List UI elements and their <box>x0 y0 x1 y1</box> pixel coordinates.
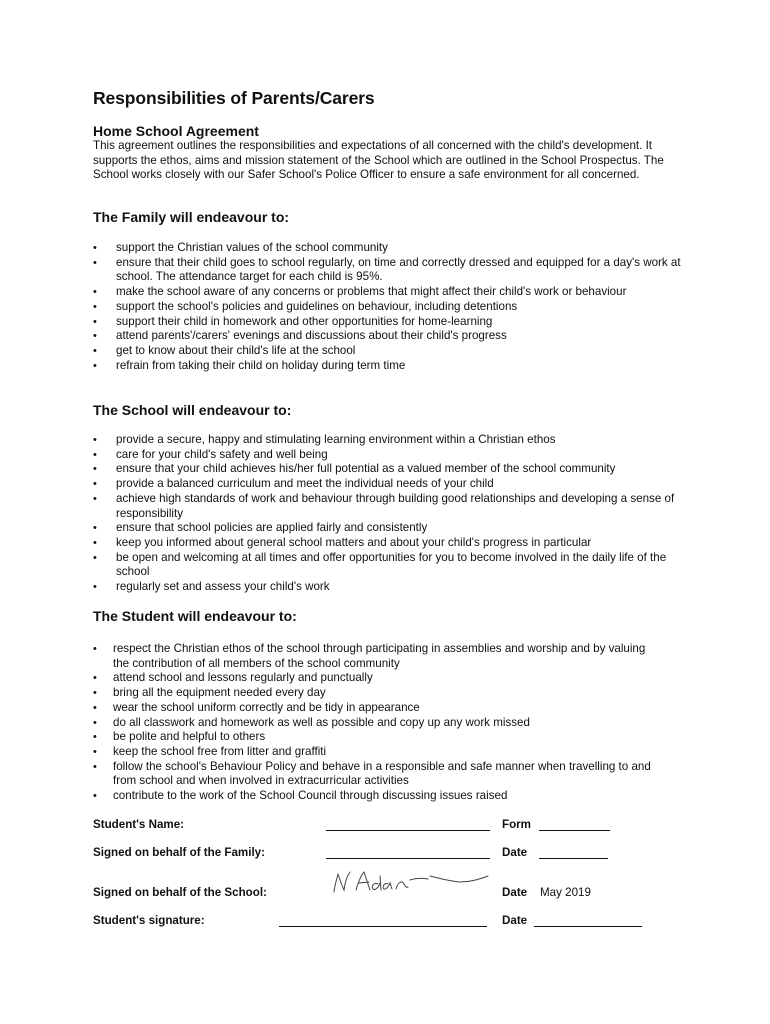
agreement-heading: Home School Agreement <box>93 123 259 139</box>
list-item: • achieve high standards of work and behaviour through building good relationships and developing a sense of responsibility <box>93 492 683 521</box>
list-item: • make the school aware of any concerns or problems that might affect their child's work or behaviour <box>93 285 683 300</box>
list-item: • bring all the equipment needed every day <box>93 686 653 701</box>
form-label: Form <box>502 818 531 831</box>
list-item: • refrain from taking their child on holiday during term time <box>93 359 683 374</box>
family-list <box>93 241 683 373</box>
student-list <box>93 642 653 804</box>
list-item: • ensure that school policies are applied fairly and consistently <box>93 521 683 536</box>
page-title: Responsibilities of Parents/Carers <box>93 88 375 108</box>
list-item: • support the Christian values of the school community <box>93 241 683 256</box>
list-item: • regularly set and assess your child's work <box>93 580 683 595</box>
list-item: • ensure that their child goes to school regularly, on time and correctly dressed and equipped for a day's work at school. The attendance target for each child is 95%. <box>93 256 683 285</box>
list-item: • support the school's policies and guidelines on behaviour, including detentions <box>93 300 683 315</box>
list-item: • respect the Christian ethos of the school through participating in assemblies and worship and by valuing the contribution of all members of the school community <box>93 642 653 671</box>
list-item: • be open and welcoming at all times and offer opportunities for you to become involved in the daily life of the school <box>93 551 683 580</box>
list-item: • keep you informed about general school matters and about your child's progress in particular <box>93 536 683 551</box>
list-item: • keep the school free from litter and graffiti <box>93 745 653 760</box>
student-name-field[interactable] <box>326 830 490 831</box>
student-signature-label: Student's signature: <box>93 914 205 927</box>
school-signature <box>326 866 491 898</box>
form-field[interactable] <box>539 830 610 831</box>
list-item: • follow the school's Behaviour Policy and behave in a responsible and safe manner when travelling to and from school and when involved in extracurricular activities <box>93 760 653 789</box>
school-date-value: May 2019 <box>540 886 591 899</box>
student-signature-field[interactable] <box>279 926 487 927</box>
list-item: • care for your child's safety and well being <box>93 448 683 463</box>
list-item: • attend school and lessons regularly and punctually <box>93 671 653 686</box>
family-date-field[interactable] <box>539 858 608 859</box>
list-item: • contribute to the work of the School Council through discussing issues raised <box>93 789 653 804</box>
family-signature-field[interactable] <box>326 858 490 859</box>
student-date-label: Date <box>502 914 528 927</box>
student-date-field[interactable] <box>534 926 642 927</box>
list-item: • attend parents'/carers' evenings and discussions about their child's progress <box>93 329 683 344</box>
family-date-label: Date <box>502 846 528 859</box>
list-item: • provide a balanced curriculum and meet the individual needs of your child <box>93 477 683 492</box>
school-list <box>93 433 683 595</box>
family-signature-label: Signed on behalf of the Family: <box>93 846 265 859</box>
student-heading: The Student will endeavour to: <box>93 608 297 624</box>
family-heading: The Family will endeavour to: <box>93 209 290 225</box>
list-item: • ensure that your child achieves his/her full potential as a valued member of the school community <box>93 462 683 477</box>
agreement-text: This agreement outlines the responsibilities and expectations of all concerned with the child's development. It supports the ethos, aims and mission statement of the School which are outlined in the School Prospectus. The School works closely with our Safer School's Police Officer to ensure a safe environment for all concerned. <box>93 139 664 181</box>
school-date-label: Date <box>502 886 528 899</box>
list-item: • get to know about their child's life at the school <box>93 344 683 359</box>
list-item: • wear the school uniform correctly and be tidy in appearance <box>93 701 653 716</box>
list-item: • do all classwork and homework as well as possible and copy up any work missed <box>93 716 653 731</box>
student-name-label: Student's Name: <box>93 818 185 831</box>
list-item: • be polite and helpful to others <box>93 730 653 745</box>
list-item: • provide a secure, happy and stimulating learning environment within a Christian ethos <box>93 433 683 448</box>
school-heading: The School will endeavour to: <box>93 402 292 418</box>
list-item: • support their child in homework and other opportunities for home-learning <box>93 315 683 330</box>
school-signature-label: Signed on behalf of the School: <box>93 886 267 899</box>
